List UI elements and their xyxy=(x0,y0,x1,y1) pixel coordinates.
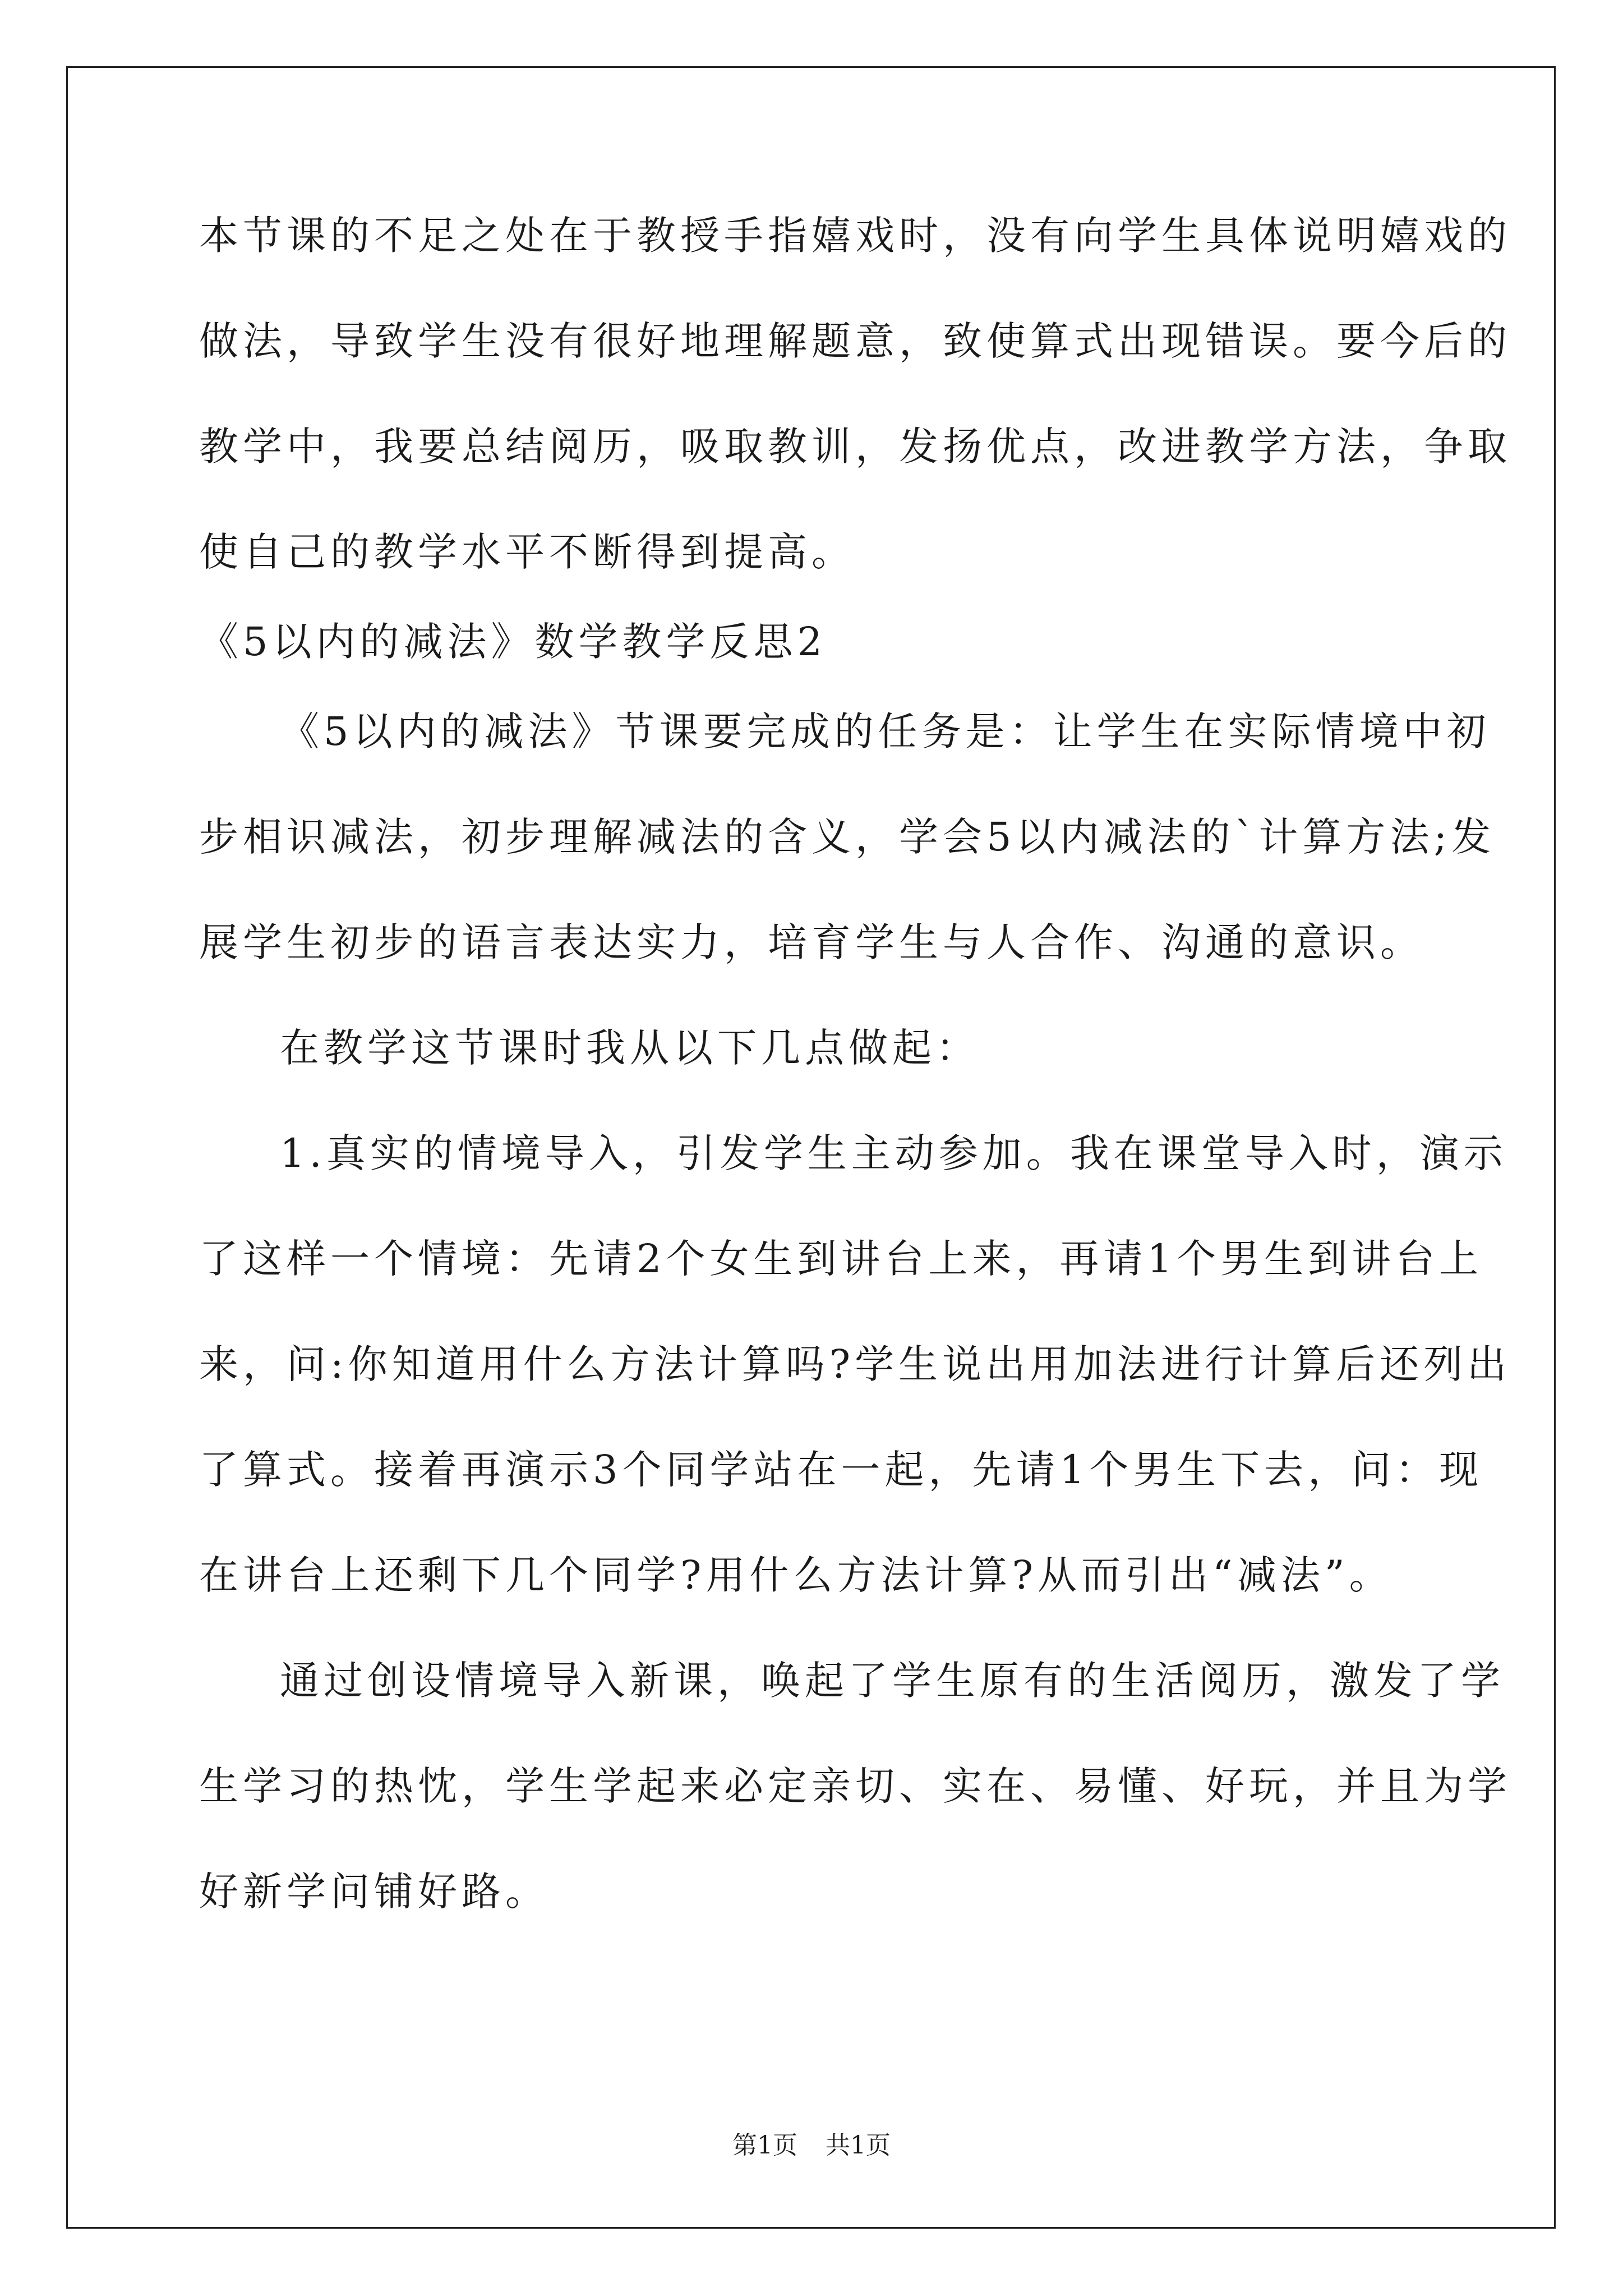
document-body xyxy=(199,208,1511,1920)
page-total: 共1页 xyxy=(826,2131,891,2160)
text-line: 教学中，我要总结阅历，吸取教训，发扬优点，改进教学方法，争取 xyxy=(199,424,1511,470)
text-line: 做法，导致学生没有很好地理解题意，致使算式出现错误。要今后的 xyxy=(199,318,1511,364)
page-number: 第1页 xyxy=(732,2131,797,2160)
text-line: 展学生初步的语言表达实力，培育学生与人合作、沟通的意识。 xyxy=(199,919,1424,965)
text-line: 生学习的热忱，学生学起来必定亲切、实在、易懂、好玩，并且为学 xyxy=(199,1763,1511,1809)
text-line: 步相识减法，初步理解减法的含义，学会5以内减法的`计算方法;发 xyxy=(199,814,1496,860)
paragraph-1 xyxy=(199,208,1511,580)
paragraph-2 xyxy=(199,703,1496,970)
paragraph-3 xyxy=(199,1020,1422,1076)
text-line: 本节课的不足之处在于教授手指嬉戏时，没有向学生具体说明嬉戏的 xyxy=(199,213,1511,259)
text-line: 了这样一个情境：先请2个女生到讲台上来，再请1个男生到讲台上 xyxy=(199,1236,1483,1282)
text-line: 使自己的教学水平不断得到提高。 xyxy=(199,529,855,575)
paragraph-4 xyxy=(199,1125,1511,1603)
paragraph-5 xyxy=(199,1653,1511,1920)
text-line: 通过创设情境导入新课，唤起了学生原有的生活阅历，激发了学 xyxy=(280,1658,1505,1704)
section-title: 《5以内的减法》数学教学反思2 xyxy=(199,619,827,665)
text-line: 在教学这节课时我从以下几点做起： xyxy=(280,1025,980,1071)
text-line: 在讲台上还剩下几个同学?用什么方法计算?从而引出“减法”。 xyxy=(199,1552,1393,1598)
text-line: 来，问:你知道用什么方法计算吗?学生说出用加法进行计算后还列出 xyxy=(199,1341,1511,1387)
page-footer xyxy=(0,2129,1623,2162)
text-line: 好新学问铺好路。 xyxy=(199,1869,549,1915)
text-line: 了算式。接着再演示3个同学站在一起，先请1个男生下去，问：现 xyxy=(199,1447,1483,1493)
text-line: 《5以内的减法》节课要完成的任务是：让学生在实际情境中初 xyxy=(280,708,1491,754)
text-line: 1.真实的情境导入，引发学生主动参加。我在课堂导入时，演示 xyxy=(280,1130,1507,1176)
